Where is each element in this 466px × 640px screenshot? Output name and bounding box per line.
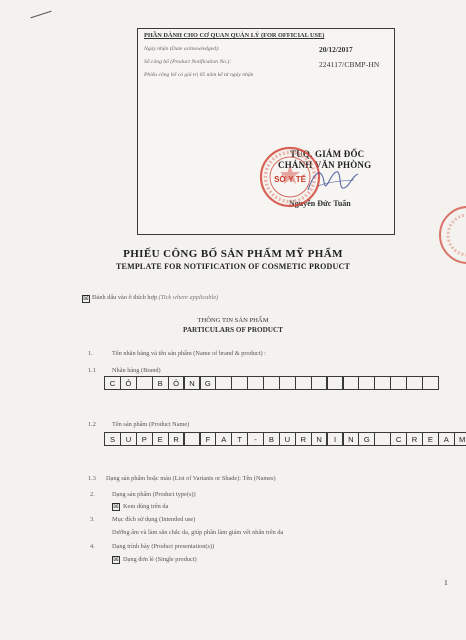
signer-name: Nguyễn Đức Tuấn [289,199,351,208]
product-cell: - [247,432,264,446]
product-cell: R [406,432,423,446]
form-title-vn: PHIẾU CÔNG BỐ SẢN PHẨM MỸ PHẨM [123,248,343,260]
product-cell: T [231,432,248,446]
brand-cell [343,376,360,390]
item-1-2-number: 1.2 [88,421,96,428]
item-1-number: 1. [88,350,93,357]
product-cell: A [215,432,232,446]
product-cell: E [152,432,169,446]
brand-cell [279,376,296,390]
brand-cell: G [200,376,217,390]
item-1-text: Tên nhãn hàng và tên sản phẩm (Name of brand & product) : [112,350,266,357]
product-name-letter-grid [105,432,466,446]
product-cell: N [311,432,328,446]
product-cell: I [327,432,344,446]
brand-cell: B [152,376,169,390]
brand-cell: N [184,376,201,390]
item-3-detail: Dưỡng ẩm và làm săn chắc da, giúp phần làm giảm vết nhăn trên da [112,529,284,536]
section-title-vn: THÔNG TIN SẢN PHẨM [197,317,269,324]
product-cell: S [104,432,121,446]
item-3-text: Mục đích sử dụng (Intended use) [112,516,196,523]
product-cell: R [168,432,185,446]
item-1-1-text: Nhãn hàng (Brand) [112,367,161,374]
instruction-text: Đánh dấu vào ô thích hợp [92,294,158,301]
signature [300,160,370,205]
instruction-hint: (Tick where applicable) [158,294,219,301]
brand-cell [422,376,439,390]
item-3-number: 3. [90,516,95,523]
brand-cell [295,376,312,390]
item-1-3-text: Dạng sản phẩm hoặc màu (List of Variants or Shade): Tên (Names) [106,475,276,482]
item-4-option-text: Dạng đơn lẻ (Single product) [123,556,197,563]
brand-cell [215,376,232,390]
notification-no-label: Số công bố (Product Notification No.): [144,59,232,65]
item-4-option-checkbox: ☒ [113,556,119,563]
scan-mark [30,11,51,19]
brand-cell [390,376,407,390]
brand-cell [327,376,344,390]
item-4-number: 4. [90,543,95,550]
section-title-en: PARTICULARS OF PRODUCT [183,326,283,334]
product-cell: G [358,432,375,446]
product-cell: C [390,432,407,446]
item-1-3-number: 1.3 [88,475,96,482]
item-2-text: Dạng sản phẩm (Product type(s)) [112,491,196,498]
product-cell: F [200,432,217,446]
item-2-number: 2. [90,491,95,498]
product-cell: A [438,432,455,446]
brand-cell: Ỏ [120,376,137,390]
brand-cell [406,376,423,390]
product-cell: R [295,432,312,446]
product-cell: E [422,432,439,446]
brand-cell [136,376,153,390]
brand-cell [231,376,248,390]
product-cell: U [120,432,137,446]
product-cell: M [454,432,466,446]
date-acknowledged-value: 20/12/2017 [319,45,353,54]
brand-cell [247,376,264,390]
brand-cell [311,376,328,390]
brand-cell [358,376,375,390]
notification-no-value: 224117/CBMP-HN [319,60,380,69]
form-title-en: TEMPLATE FOR NOTIFICATION OF COSMETIC PRODUCT [116,262,350,271]
date-acknowledged-label: Ngày nhận (Date acknowledged): [144,46,220,52]
validity-note: Phiếu công bố có giá trị 05 năm kể từ ngày nhận [144,72,254,78]
page-number: 1 [444,578,448,587]
item-1-1-number: 1.1 [88,367,96,374]
sign-title-line2: CHÁNH VĂN PHÒNG [278,160,372,170]
item-2-option-text: Kem dùng trên da [123,503,169,510]
product-cell: N [343,432,360,446]
sign-title-line1: TUQ. GIÁM ĐỐC [290,149,365,159]
item-1-2-text: Tên sản phẩm (Product Name) [112,421,190,428]
product-cell: P [136,432,153,446]
brand-cell [263,376,280,390]
brand-letter-grid [105,376,439,390]
product-cell [374,432,391,446]
instruction-line [92,294,218,301]
brand-cell: Ô [168,376,185,390]
official-box-header: PHẦN DÀNH CHO CƠ QUAN QUẢN LÝ (FOR OFFICIAL USE) [144,32,325,39]
svg-text:SỞ Y TẾ: SỞ Y TẾ [274,175,306,184]
product-cell: U [279,432,296,446]
item-2-option-checkbox: ☒ [113,503,119,510]
brand-cell [374,376,391,390]
brand-cell: C [104,376,121,390]
item-4-text: Dạng trình bày (Product presentation(s)) [112,543,215,550]
instruction-checkbox: ☒ [83,295,89,302]
product-cell: B [263,432,280,446]
product-cell [184,432,201,446]
